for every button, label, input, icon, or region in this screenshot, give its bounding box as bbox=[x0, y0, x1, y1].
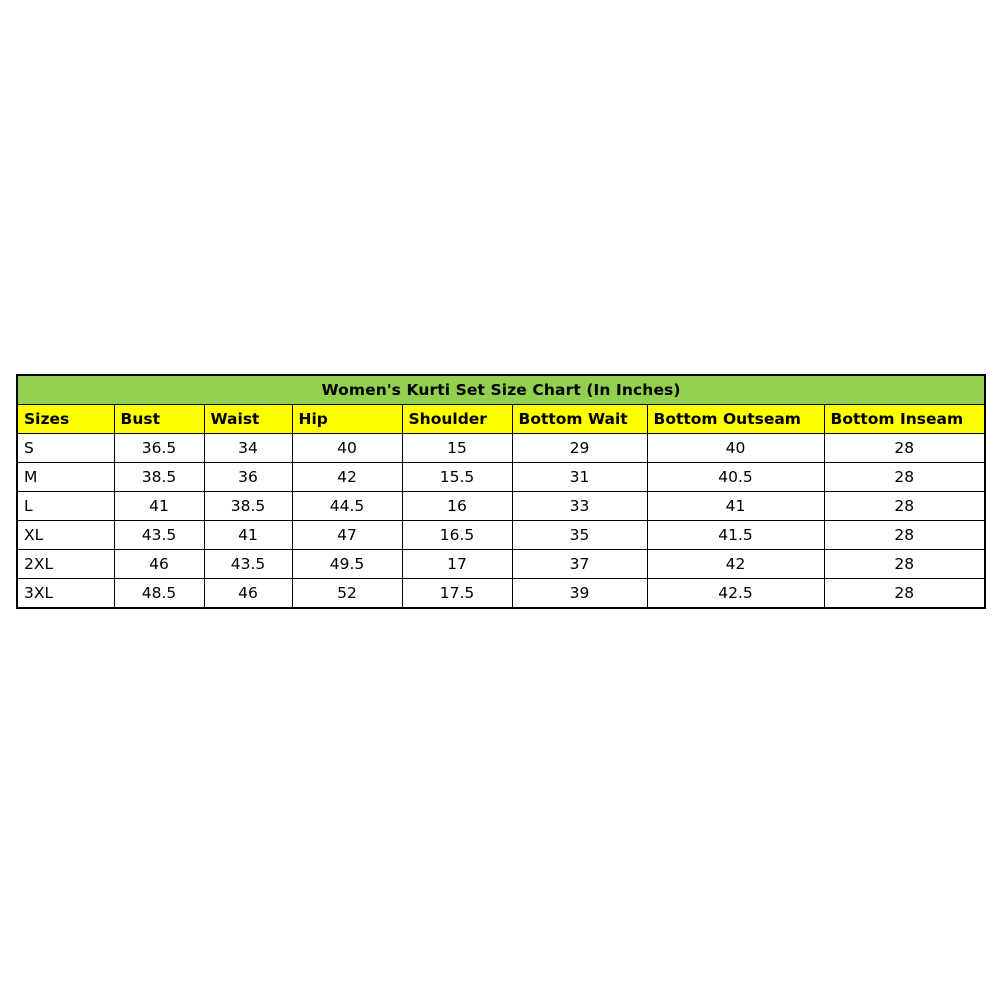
column-header-bust: Bust bbox=[114, 405, 204, 434]
cell-bottom-inseam: 28 bbox=[824, 521, 985, 550]
cell-bust: 36.5 bbox=[114, 434, 204, 463]
cell-bottom-outseam: 41.5 bbox=[647, 521, 824, 550]
cell-size: 3XL bbox=[17, 579, 114, 609]
cell-shoulder: 15.5 bbox=[402, 463, 512, 492]
cell-hip: 47 bbox=[292, 521, 402, 550]
cell-bust: 38.5 bbox=[114, 463, 204, 492]
cell-bust: 43.5 bbox=[114, 521, 204, 550]
cell-bottom-outseam: 42.5 bbox=[647, 579, 824, 609]
column-header-hip: Hip bbox=[292, 405, 402, 434]
size-chart-container bbox=[16, 374, 984, 609]
table-header bbox=[17, 375, 985, 434]
cell-hip: 49.5 bbox=[292, 550, 402, 579]
cell-bottom-wait: 29 bbox=[512, 434, 647, 463]
cell-size: XL bbox=[17, 521, 114, 550]
column-header-bottom-outseam: Bottom Outseam bbox=[647, 405, 824, 434]
cell-hip: 40 bbox=[292, 434, 402, 463]
cell-size: 2XL bbox=[17, 550, 114, 579]
cell-bottom-inseam: 28 bbox=[824, 492, 985, 521]
cell-waist: 41 bbox=[204, 521, 292, 550]
cell-size: S bbox=[17, 434, 114, 463]
size-chart-table bbox=[16, 374, 986, 609]
cell-waist: 34 bbox=[204, 434, 292, 463]
cell-waist: 36 bbox=[204, 463, 292, 492]
cell-shoulder: 17 bbox=[402, 550, 512, 579]
cell-bottom-outseam: 41 bbox=[647, 492, 824, 521]
column-header-row bbox=[17, 405, 985, 434]
column-header-bottom-wait: Bottom Wait bbox=[512, 405, 647, 434]
table-row bbox=[17, 550, 985, 579]
cell-bust: 41 bbox=[114, 492, 204, 521]
column-header-shoulder: Shoulder bbox=[402, 405, 512, 434]
cell-shoulder: 15 bbox=[402, 434, 512, 463]
cell-hip: 52 bbox=[292, 579, 402, 609]
cell-bottom-inseam: 28 bbox=[824, 579, 985, 609]
cell-bust: 46 bbox=[114, 550, 204, 579]
column-header-bottom-inseam: Bottom Inseam bbox=[824, 405, 985, 434]
cell-bottom-outseam: 42 bbox=[647, 550, 824, 579]
cell-waist: 43.5 bbox=[204, 550, 292, 579]
cell-bottom-wait: 35 bbox=[512, 521, 647, 550]
column-header-waist: Waist bbox=[204, 405, 292, 434]
cell-size: M bbox=[17, 463, 114, 492]
cell-bottom-inseam: 28 bbox=[824, 434, 985, 463]
cell-hip: 42 bbox=[292, 463, 402, 492]
cell-bottom-outseam: 40.5 bbox=[647, 463, 824, 492]
cell-bottom-wait: 33 bbox=[512, 492, 647, 521]
table-row bbox=[17, 579, 985, 609]
cell-size: L bbox=[17, 492, 114, 521]
table-row bbox=[17, 463, 985, 492]
cell-bottom-wait: 31 bbox=[512, 463, 647, 492]
cell-bottom-outseam: 40 bbox=[647, 434, 824, 463]
table-body bbox=[17, 434, 985, 609]
cell-bottom-inseam: 28 bbox=[824, 463, 985, 492]
title-row bbox=[17, 375, 985, 405]
cell-shoulder: 17.5 bbox=[402, 579, 512, 609]
cell-bottom-wait: 37 bbox=[512, 550, 647, 579]
cell-bust: 48.5 bbox=[114, 579, 204, 609]
cell-waist: 46 bbox=[204, 579, 292, 609]
cell-shoulder: 16 bbox=[402, 492, 512, 521]
cell-waist: 38.5 bbox=[204, 492, 292, 521]
table-row bbox=[17, 521, 985, 550]
column-header-sizes: Sizes bbox=[17, 405, 114, 434]
cell-bottom-wait: 39 bbox=[512, 579, 647, 609]
table-row bbox=[17, 434, 985, 463]
chart-title: Women's Kurti Set Size Chart (In Inches) bbox=[17, 375, 985, 405]
cell-hip: 44.5 bbox=[292, 492, 402, 521]
cell-shoulder: 16.5 bbox=[402, 521, 512, 550]
cell-bottom-inseam: 28 bbox=[824, 550, 985, 579]
table-row bbox=[17, 492, 985, 521]
